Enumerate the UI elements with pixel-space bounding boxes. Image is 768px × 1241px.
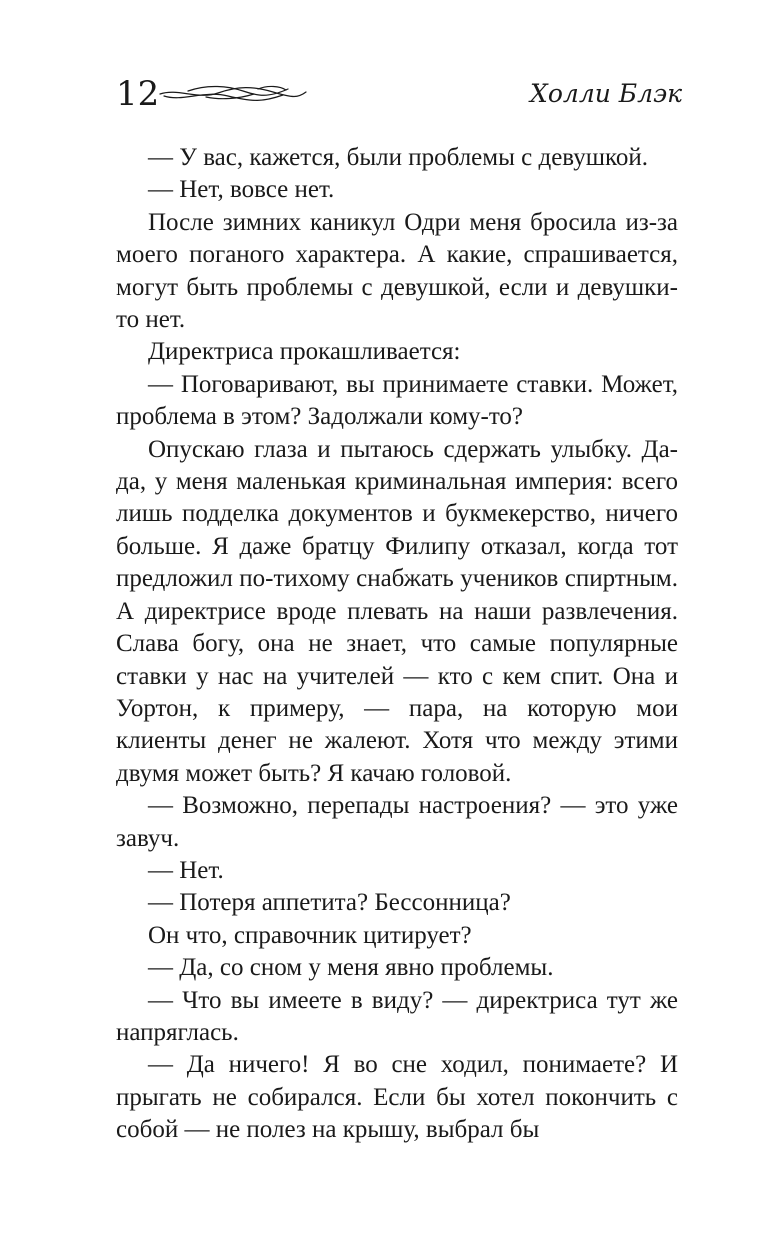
running-head-author: Холли Блэк [530, 79, 682, 108]
page-header [0, 70, 768, 120]
paragraph: — Поговаривают, вы принимаете ставки. Может, проблема в этом? Задолжали кому-то? [116, 370, 678, 431]
paragraph: — Да ничего! Я во сне ходил, понимаете? И прыгать не собирался. Если бы хотел покончить с собой — не полез на крышу, выбрал бы [116, 1051, 678, 1144]
body-text [116, 142, 678, 1147]
paragraph: После зимних каникул Одри меня бросила из-за моего поганого характера. А какие, спрашивается, могут быть проблемы с девушкой, если и девушки-то нет. [116, 208, 678, 334]
page-number: 12 [116, 74, 160, 114]
paragraph: — Возможно, перепады настроения? — это уже завуч. [116, 792, 678, 852]
paragraph: Он что, справочник цитирует? [148, 921, 472, 949]
paragraph: — Нет, вовсе нет. [148, 176, 335, 204]
paragraph: Опускаю глаза и пытаюсь сдержать улыбку. Да-да, у меня маленькая криминальная империя: всего лишь подделка документов и букмекерство, ничего больше. Я даже братцу Филипу отказал, когда тот предложил по-тихому снабжать учеников спиртным. А директрисе вроде плевать на наши развлечения. Слава богу, она не знает, что самые популярные ставки у нас на учителей — кто с кем спит. Она и Уортон, к примеру, — пара, на которую мои клиенты денег не жалеют. Хотя что между этими двумя может быть? Я качаю головой. [116, 435, 678, 787]
paragraph: — Нет. [148, 856, 224, 884]
paragraph: — Да, со сном у меня явно проблемы. [148, 954, 554, 982]
paragraph: — У вас, кажется, были проблемы с девушкой. [148, 144, 648, 171]
paragraph: — Потеря аппетита? Бессонница? [148, 889, 511, 917]
paragraph: Директриса прокашливается: [148, 338, 461, 366]
paragraph: — Что вы имеете в виду? — директриса тут же напряглась. [116, 986, 678, 1046]
flourish-ornament-icon [158, 80, 308, 106]
